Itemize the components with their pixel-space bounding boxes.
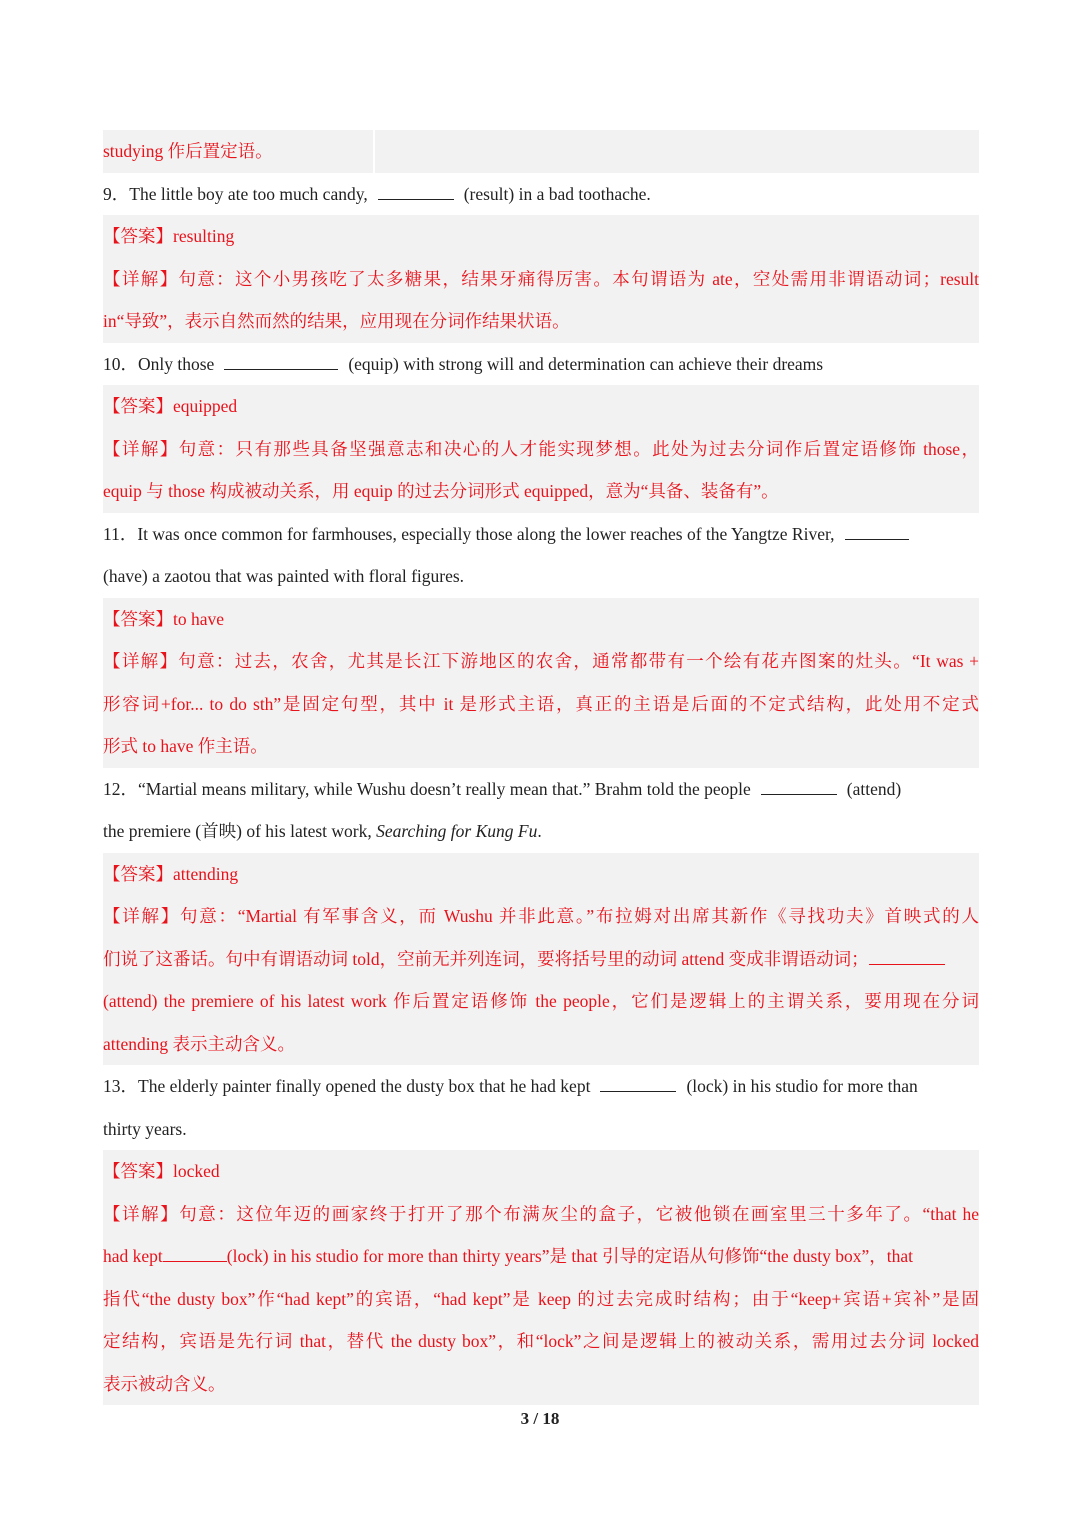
explanation-line: in“导致”，表示自然而然的结果，应用现在分词作结果状语。: [103, 311, 570, 331]
question-12: [103, 768, 979, 811]
explanation-line: 【详解】句意：这位年迈的画家终于打开了那个布满灰尘的盒子，它被他锁在画室里三十多年了。“that he: [103, 1203, 979, 1224]
explanation-11: [103, 640, 979, 768]
question-text: .: [537, 821, 542, 841]
question-text: (lock) in his studio for more than: [686, 1076, 918, 1096]
explanation-line: (attend) the premiere of his latest work 作后置定语修饰 the people，它们是逻辑上的主谓关系，要用现在分词: [103, 991, 979, 1011]
explanation-line: 定结构，宾语是先行词 that，替代 the dusty box”，和“lock”之间是逻辑上的被动关系，需用过去分词 locked: [103, 1331, 979, 1351]
question-text: (have) a zaotou that was painted with floral figures.: [103, 566, 465, 586]
question-text: 13．The elderly painter finally opened the dusty box that he had kept: [103, 1076, 591, 1096]
question-11-cont: [103, 555, 979, 598]
question-9: [103, 173, 979, 216]
question-13-cont: [103, 1108, 979, 1151]
question-text: 11．It was once common for farmhouses, especially those along the lower reaches of the Yangtze River,: [103, 523, 835, 544]
question-text: thirty years.: [103, 1118, 187, 1139]
explanation-line: 表示被动含义。: [103, 1373, 226, 1394]
question-text: (attend): [846, 778, 902, 799]
answer-blank: [163, 1260, 227, 1262]
question-text: 9．The little boy ate too much candy,: [103, 183, 368, 204]
explanation-line: 【详解】句意：“Martial 有军事含义，而 Wushu 并非此意。”布拉姆对出席其新作《寻找功夫》首映式的人: [103, 906, 979, 926]
explanation-line: [103, 1235, 979, 1278]
explanation-line: [103, 938, 979, 981]
text-line: had kept: [103, 1246, 163, 1266]
text-line: (lock) in his studio for more than thirty years”是 that 引导的定语从句修饰“the dusty box”，that: [226, 1246, 914, 1266]
explanation-9: [103, 258, 979, 343]
explanation-line: 形式 to have 作主语。: [103, 736, 268, 756]
question-text: 10．Only those: [103, 353, 215, 374]
page-content: [103, 130, 979, 1405]
page-number: 3 / 18: [520, 1409, 560, 1428]
answer-text: 【答案】equipped: [103, 396, 238, 416]
answer-text: 【答案】to have: [103, 608, 225, 629]
answer-blank: [600, 1090, 676, 1092]
answer-text: 【答案】locked: [103, 1161, 220, 1181]
explanation-line: 形容词+for... to do sth”是固定句型，其中 it 是形式主语，真正的主语是后面的不定式结构，此处用不定式: [103, 693, 979, 714]
explanation-line: equip 与 those 构成被动关系，用 equip 的过去分词形式 equipped，意为“具备、装备有”。: [103, 481, 779, 501]
work-title: Searching for Kung Fu: [376, 821, 538, 841]
question-text: (result) in a bad toothache.: [463, 183, 651, 204]
answer-blank: [224, 368, 338, 370]
explanation-line: 指代“the dusty box”作“had kept”的宾语，“had kept”是 keep 的过去完成时结构；由于“keep+宾语+宾补”是固: [103, 1288, 979, 1309]
explanation-line: 【详解】句意：这个小男孩吃了太多糖果，结果牙痛得厉害。本句谓语为 ate，空处需用非谓语动词；result: [103, 268, 979, 289]
explanation-10: [103, 428, 979, 513]
answer-blank: [845, 538, 909, 540]
text-line: 们说了这番话。句中有谓语动词 told，空前无并列连词，要将括号里的动词 attend 变成非谓语动词；: [103, 948, 869, 969]
explanation-continuation: [103, 130, 979, 173]
text-line: studying 作后置定语。: [103, 141, 273, 161]
question-text: 12．“Martial means military, while Wushu doesn’t really mean that.” Brahm told the people: [103, 778, 751, 799]
answer-12: [103, 853, 979, 896]
answer-10: [103, 385, 979, 428]
question-13: [103, 1065, 979, 1108]
explanation-12: [103, 895, 979, 1065]
explanation-line: 【详解】句意：只有那些具备坚强意志和决心的人才能实现梦想。此处为过去分词作后置定语修饰 those，: [103, 438, 979, 459]
explanation-line: 【详解】句意：过去，农舍，尤其是长江下游地区的农舍，通常都带有一个绘有花卉图案的灶头。“It was +: [103, 651, 979, 671]
question-text: the premiere (首映) of his latest work,: [103, 821, 372, 841]
question-text: (equip) with strong will and determination can achieve their dreams: [348, 353, 824, 374]
question-10: [103, 343, 979, 386]
answer-blank: [378, 198, 454, 200]
answer-text: 【答案】attending: [103, 863, 239, 884]
answer-11: [103, 598, 979, 641]
answer-text: 【答案】resulting: [103, 226, 235, 246]
explanation-13: [103, 1193, 979, 1406]
answer-blank: [761, 793, 837, 795]
answer-9: [103, 215, 979, 258]
question-11: [103, 513, 979, 556]
explanation-line: attending 表示主动含义。: [103, 1033, 295, 1054]
answer-blank: [869, 963, 945, 965]
question-12-cont: [103, 810, 979, 853]
answer-13: [103, 1150, 979, 1193]
